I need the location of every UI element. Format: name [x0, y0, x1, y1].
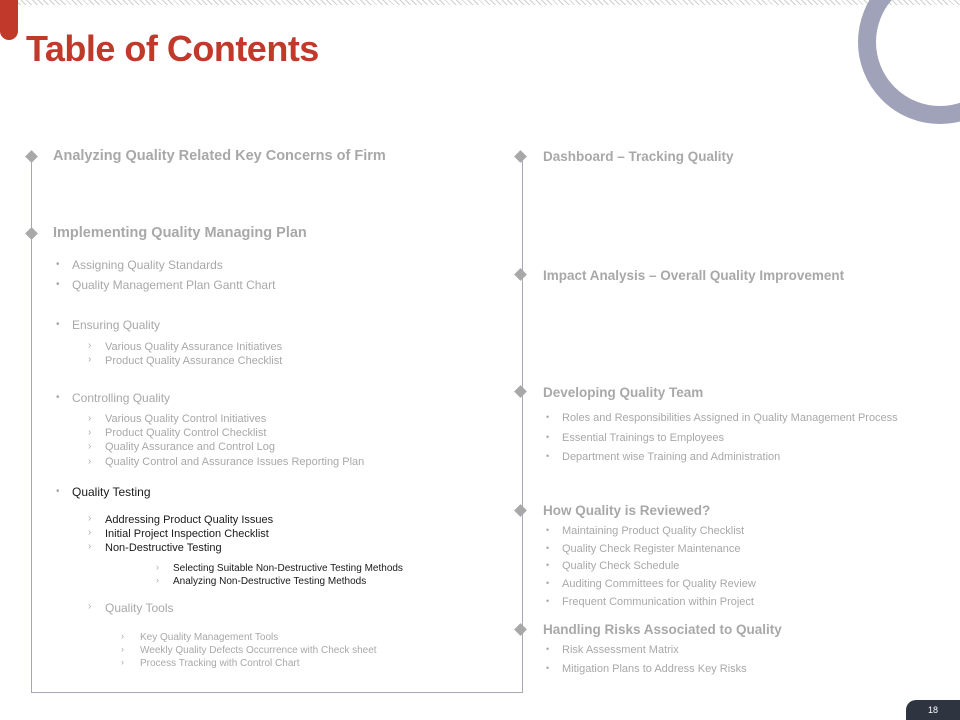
- toc-subitem-assurance-checklist[interactable]: Product Quality Assurance Checklist: [105, 355, 283, 367]
- toc-item-roles-responsibilities[interactable]: Roles and Responsibilities Assigned in Quality Management Process: [562, 412, 898, 424]
- toc-item-risk-matrix[interactable]: Risk Assessment Matrix: [562, 644, 679, 656]
- toc-section-quality-team[interactable]: Developing Quality Team: [543, 385, 704, 400]
- chevron-right-icon: ›: [88, 441, 92, 452]
- toc-subitem-reporting-plan[interactable]: Quality Control and Assurance Issues Reporting Plan: [105, 456, 365, 468]
- bullet-icon: •: [56, 392, 60, 403]
- toc-item-maintaining-checklist[interactable]: Maintaining Product Quality Checklist: [562, 525, 745, 537]
- toc-item-auditing-committees[interactable]: Auditing Committees for Quality Review: [562, 578, 756, 590]
- toc-section-impact-analysis[interactable]: Impact Analysis – Overall Quality Improvement: [543, 268, 845, 283]
- bullet-icon: •: [546, 525, 550, 535]
- bullet-icon: •: [546, 560, 550, 570]
- toc-section-dashboard[interactable]: Dashboard – Tracking Quality: [543, 149, 734, 164]
- toc-subsubitem-defects-check-sheet[interactable]: Weekly Quality Defects Occurrence with Check sheet: [140, 645, 377, 656]
- toc-subsubitem-analyzing-methods[interactable]: Analyzing Non-Destructive Testing Methods: [173, 576, 367, 587]
- chevron-right-icon: ›: [88, 541, 92, 552]
- red-corner-tab: [0, 0, 18, 40]
- toc-item-controlling-quality[interactable]: Controlling Quality: [72, 391, 171, 405]
- chevron-right-icon: ›: [121, 644, 124, 654]
- toc-section-handling-risks[interactable]: Handling Risks Associated to Quality: [543, 622, 782, 637]
- page-title: Table of Contents: [26, 28, 319, 69]
- toc-section-quality-concerns[interactable]: Analyzing Quality Related Key Concerns of Firm: [53, 148, 386, 164]
- chevron-right-icon: ›: [156, 562, 159, 572]
- toc-item-frequent-communication[interactable]: Frequent Communication within Project: [562, 596, 754, 608]
- toc-subitem-non-destructive-testing[interactable]: Non-Destructive Testing: [105, 542, 222, 554]
- chevron-right-icon: ›: [121, 657, 124, 667]
- toc-item-assigning-standards[interactable]: Assigning Quality Standards: [72, 258, 223, 272]
- toc-subitem-control-initiatives[interactable]: Various Quality Control Initiatives: [105, 413, 267, 425]
- toc-subitem-assurance-initiatives[interactable]: Various Quality Assurance Initiatives: [105, 341, 283, 353]
- toc-subitem-quality-tools[interactable]: Quality Tools: [105, 601, 174, 615]
- bullet-icon: •: [56, 319, 60, 330]
- toc-item-gantt-chart[interactable]: Quality Management Plan Gantt Chart: [72, 278, 276, 292]
- chevron-right-icon: ›: [121, 631, 124, 641]
- toc-subitem-addressing-issues[interactable]: Addressing Product Quality Issues: [105, 514, 274, 526]
- bullet-icon: •: [56, 486, 60, 497]
- toc-subsubitem-control-chart[interactable]: Process Tracking with Control Chart: [140, 658, 300, 669]
- bullet-icon: •: [546, 663, 550, 673]
- toc-item-essential-trainings[interactable]: Essential Trainings to Employees: [562, 432, 725, 444]
- toc-item-check-schedule[interactable]: Quality Check Schedule: [562, 560, 680, 572]
- bullet-icon: •: [56, 259, 60, 270]
- page-number-badge: 18: [906, 700, 960, 720]
- toc-subsubitem-selecting-methods[interactable]: Selecting Suitable Non-Destructive Testing Methods: [173, 563, 403, 574]
- chevron-right-icon: ›: [156, 575, 159, 585]
- toc-section-quality-reviewed[interactable]: How Quality is Reviewed?: [543, 503, 711, 518]
- toc-item-mitigation-plans[interactable]: Mitigation Plans to Address Key Risks: [562, 663, 747, 675]
- bullet-icon: •: [546, 451, 550, 461]
- chevron-right-icon: ›: [88, 513, 92, 524]
- toc-subsubitem-key-tools[interactable]: Key Quality Management Tools: [140, 632, 279, 643]
- toc-subitem-inspection-checklist[interactable]: Initial Project Inspection Checklist: [105, 528, 269, 540]
- chevron-right-icon: ›: [88, 413, 92, 424]
- toc-section-implementing-plan[interactable]: Implementing Quality Managing Plan: [53, 225, 307, 241]
- bullet-icon: •: [546, 432, 550, 442]
- chevron-right-icon: ›: [88, 456, 92, 467]
- chevron-right-icon: ›: [88, 427, 92, 438]
- toc-item-department-training[interactable]: Department wise Training and Administration: [562, 451, 781, 463]
- bullet-icon: •: [546, 644, 550, 654]
- toc-subitem-control-log[interactable]: Quality Assurance and Control Log: [105, 441, 275, 453]
- chevron-right-icon: ›: [88, 354, 92, 365]
- bullet-icon: •: [546, 543, 550, 553]
- bullet-icon: •: [546, 412, 550, 422]
- chevron-right-icon: ›: [88, 340, 92, 351]
- toc-subitem-control-checklist[interactable]: Product Quality Control Checklist: [105, 427, 267, 439]
- toc-item-ensuring-quality[interactable]: Ensuring Quality: [72, 318, 161, 332]
- bullet-icon: •: [546, 596, 550, 606]
- toc-item-register-maintenance[interactable]: Quality Check Register Maintenance: [562, 543, 741, 555]
- decorative-ring: [858, 0, 960, 124]
- bullet-icon: •: [56, 279, 60, 290]
- header-hatch-border: [14, 0, 960, 5]
- chevron-right-icon: ›: [88, 601, 92, 612]
- toc-item-quality-testing[interactable]: Quality Testing: [72, 485, 151, 499]
- bullet-icon: •: [546, 578, 550, 588]
- chevron-right-icon: ›: [88, 527, 92, 538]
